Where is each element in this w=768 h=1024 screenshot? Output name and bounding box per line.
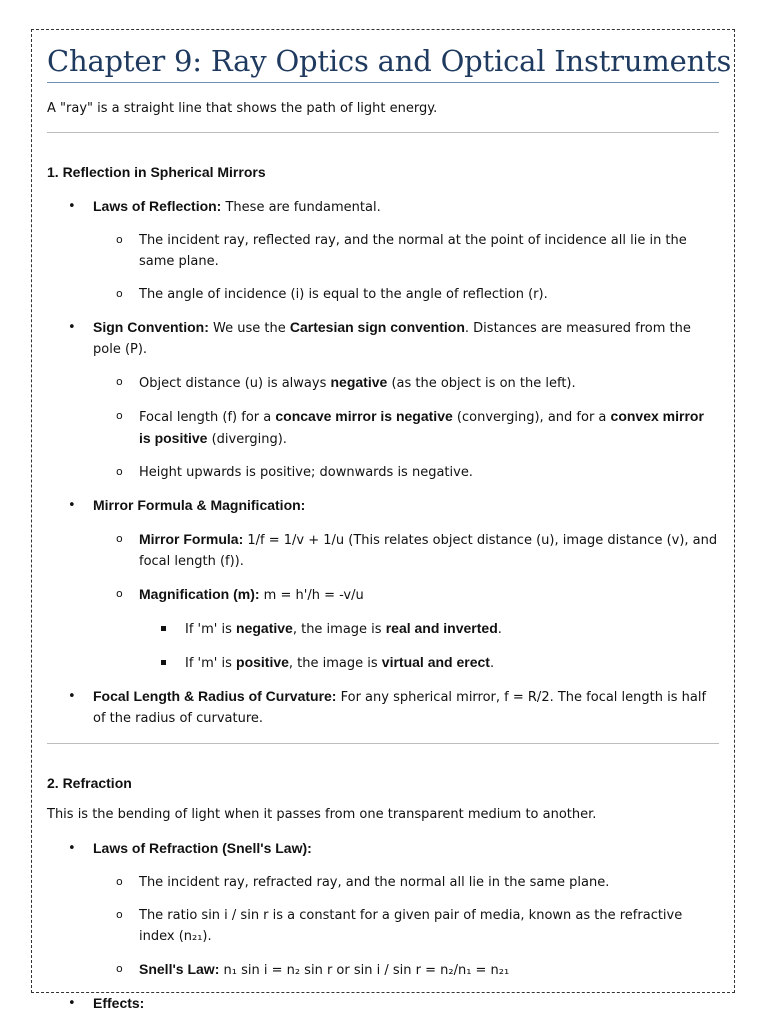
list-item: o The angle of incidence (i) is equal to the angle of reflection (r). [93, 284, 719, 305]
list-item: o The ratio sin i / sin r is a constant for a given pair of media, known as the refractive index (n₂₁). [93, 905, 719, 947]
list-item: o Magnification (m): m = h'/h = -v/u If 'm' is negative, the image is real and inverted. If 'm' is positive, the image is virtual and erect. [93, 584, 719, 674]
section-heading-reflection: 1. Reflection in Spherical Mirrors [47, 164, 266, 180]
list-item: o Mirror Formula: 1/f = 1/v + 1/u (This relates object distance (u), image distance (v), and focal length (f)). [93, 529, 719, 572]
divider [47, 132, 719, 133]
section-heading-refraction: 2. Refraction [47, 775, 132, 791]
list-item: o The incident ray, refracted ray, and the normal all lie in the same plane. [93, 872, 719, 893]
reflection-list [47, 196, 719, 729]
list-item: If 'm' is positive, the image is virtual and erect. [139, 652, 719, 674]
list-item: • Effects: [47, 993, 719, 1015]
list-item: o Height upwards is positive; downwards is negative. [93, 462, 719, 483]
page-title: Chapter 9: Ray Optics and Optical Instruments [47, 44, 719, 83]
list-item: o The incident ray, reflected ray, and the normal at the point of incidence all lie in the same plane. [93, 230, 719, 272]
list-item: • Sign Convention: We use the Cartesian sign convention. Distances are measured from the pole (P). o Object distance (u) is always negative (as the object is on the left). o Focal length (f) for a concave mirror is negative (converging), and for a convex mirror is positive (diverging). o Height upwards is positive; downwards is negative. [47, 317, 719, 483]
list-item: • Mirror Formula & Magnification: o Mirror Formula: 1/f = 1/v + 1/u (This relates object distance (u), image distance (v), and focal length (f)). o Magnification (m): m = h'/h = -v/u If 'm' is negative, the image is real and inverted. If 'm' is positive, the image is virtual and erect. [47, 495, 719, 674]
list-item: o Snell's Law: n₁ sin i = n₂ sin r or sin i / sin r = n₂/n₁ = n₂₁ [93, 959, 719, 981]
list-item: o Object distance (u) is always negative (as the object is on the left). [93, 372, 719, 394]
list-item: o Focal length (f) for a concave mirror is negative (converging), and for a convex mirror is positive (diverging). [93, 406, 719, 450]
list-item: • Laws of Refraction (Snell's Law): o The incident ray, refracted ray, and the normal all lie in the same plane. o The ratio sin i / sin r is a constant for a given pair of media, known as the refractive index (n₂₁). o Snell's Law: n₁ sin i = n₂ sin r or sin i / sin r = n₂/n₁ = n₂₁ [47, 838, 719, 981]
document-page [31, 29, 735, 1011]
intro-text: A "ray" is a straight line that shows the path of light energy. [47, 101, 438, 116]
refraction-list [47, 838, 719, 1015]
list-item: If 'm' is negative, the image is real and inverted. [139, 618, 719, 640]
list-item: • Focal Length & Radius of Curvature: For any spherical mirror, f = R/2. The focal length is half of the radius of curvature. [47, 686, 719, 729]
list-item: • Laws of Reflection: These are fundamental. o The incident ray, reflected ray, and the normal at the point of incidence all lie in the same plane. o The angle of incidence (i) is equal to the angle of reflection (r). [47, 196, 719, 305]
divider [47, 743, 719, 744]
refraction-intro: This is the bending of light when it passes from one transparent medium to another. [47, 807, 597, 822]
